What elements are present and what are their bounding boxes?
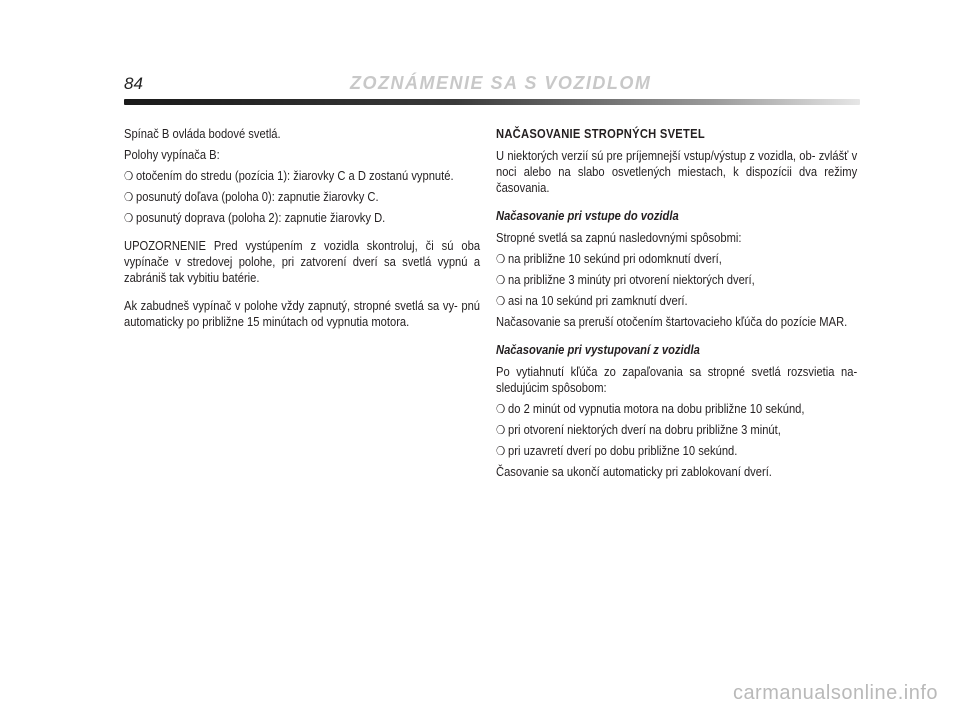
header-rule	[124, 99, 860, 105]
paragraph: Polohy vypínača B:	[124, 147, 220, 162]
page-number: 84	[124, 74, 143, 93]
list-item: ❍ do 2 minút od vypnutia motora na dobu približne 10 sekúnd,	[496, 401, 805, 416]
list-item: ❍ posunutý doľava (poloha 0): zapnutie žiarovky C.	[124, 189, 379, 204]
circle-arrow-icon: ❍	[496, 444, 506, 458]
circle-arrow-icon: ❍	[496, 294, 506, 308]
circle-arrow-icon: ❍	[496, 402, 506, 416]
circle-arrow-icon: ❍	[124, 169, 134, 183]
list-item: ❍ posunutý doprava (poloha 2): zapnutie žiarovky D.	[124, 210, 386, 225]
list-item: ❍ na približne 3 minúty pri otvorení niektorých dverí,	[496, 272, 755, 287]
circle-arrow-icon: ❍	[124, 190, 134, 204]
paragraph: Načasovanie sa preruší otočením štartovacieho kľúča do pozície MAR.	[496, 314, 848, 329]
circle-arrow-icon: ❍	[496, 273, 506, 287]
paragraph: Po vytiahnutí kľúča zo zapaľovania sa stropné svetlá rozsvietia na- sledujúcim spôsobom:	[496, 364, 858, 395]
circle-arrow-icon: ❍	[496, 252, 506, 266]
list-item: ❍ otočením do stredu (pozícia 1): žiarovky C a D zostanú vypnuté.	[124, 168, 454, 183]
section-heading: NAČASOVANIE STROPNÝCH SVETEL	[496, 126, 705, 141]
subsection-heading: Načasovanie pri vstupe do vozidla	[496, 208, 679, 223]
paragraph: Časovanie sa ukončí automaticky pri zablokovaní dverí.	[496, 464, 772, 479]
right-column	[496, 126, 857, 485]
paragraph: Spínač B ovláda bodové svetlá.	[124, 126, 281, 141]
left-column	[124, 126, 480, 335]
watermark: carmanualsonline.info	[732, 682, 938, 704]
circle-arrow-icon: ❍	[124, 211, 134, 225]
paragraph: U niektorých verzií sú pre príjemnejší vstup/výstup z vozidla, ob- zvlášť v noci alebo na slabo osvetlených miestach, k dispozícii dva režimy časovania.	[496, 148, 858, 195]
circle-arrow-icon: ❍	[496, 423, 506, 437]
list-item: ❍ asi na 10 sekúnd pri zamknutí dverí.	[496, 293, 688, 308]
section-title: ZOZNÁMENIE SA S VOZIDLOM	[350, 73, 652, 93]
paragraph: Stropné svetlá sa zapnú nasledovnými spôsobmi:	[496, 230, 742, 245]
subsection-heading: Načasovanie pri vystupovaní z vozidla	[496, 342, 700, 357]
list-item: ❍ na približne 10 sekúnd pri odomknutí dverí,	[496, 251, 722, 266]
warning-paragraph: UPOZORNENIE Pred vystúpením z vozidla skontroluj, či sú oba vypínače v stredovej polohe, pri zatvorení dverí sa svetlá vypnú a zabrániš tak vybitiu batérie.	[124, 238, 481, 285]
paragraph: Ak zabudneš vypínač v polohe vždy zapnutý, stropné svetlá sa vy- pnú automaticky po približne 15 minútach od vypnutia motora.	[124, 298, 481, 329]
list-item: ❍ pri uzavretí dverí po dobu približne 10 sekúnd.	[496, 443, 738, 458]
list-item: ❍ pri otvorení niektorých dverí na dobru približne 3 minút,	[496, 422, 781, 437]
